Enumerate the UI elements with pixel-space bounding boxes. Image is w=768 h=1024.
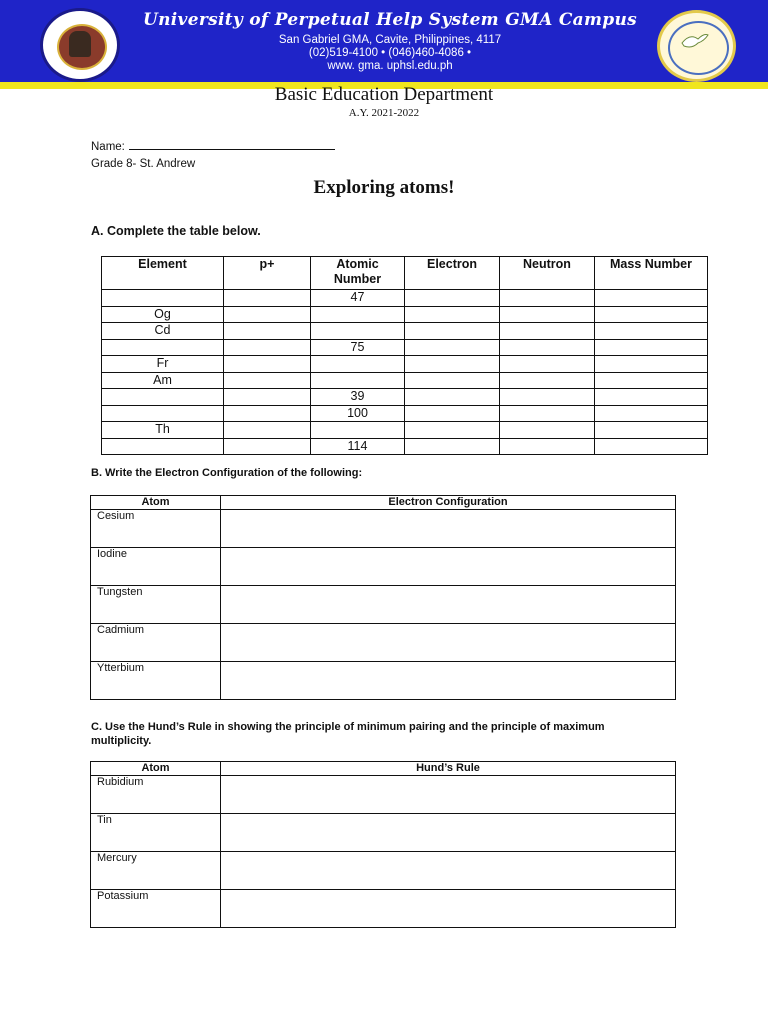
answer-cell[interactable] xyxy=(595,306,708,323)
answer-cell[interactable] xyxy=(224,290,311,307)
table-row xyxy=(102,422,708,439)
answer-cell[interactable] xyxy=(224,438,311,455)
atom-name-cell: Ytterbium xyxy=(91,662,221,700)
table-row xyxy=(102,372,708,389)
table-row xyxy=(91,548,676,586)
hunds-rule-table xyxy=(90,761,676,928)
column-header: Electron Configuration xyxy=(221,496,676,510)
table-row xyxy=(91,586,676,624)
section-b-instruction: B. Write the Electron Configuration of the following: xyxy=(91,467,363,479)
answer-cell[interactable] xyxy=(311,356,405,373)
answer-cell[interactable] xyxy=(221,586,676,624)
atom-name-cell: Cadmium xyxy=(91,624,221,662)
answer-cell[interactable] xyxy=(221,890,676,928)
table-row xyxy=(91,510,676,548)
answer-cell[interactable] xyxy=(102,389,224,406)
answer-cell[interactable] xyxy=(224,323,311,340)
column-header: Electron xyxy=(405,257,500,290)
answer-cell[interactable] xyxy=(224,422,311,439)
table-cell: 47 xyxy=(311,290,405,307)
answer-cell[interactable] xyxy=(221,776,676,814)
answer-cell[interactable] xyxy=(221,852,676,890)
column-header: Atomic Number xyxy=(311,257,405,290)
worksheet-title: Exploring atoms! xyxy=(313,177,455,198)
answer-cell[interactable] xyxy=(405,323,500,340)
table-cell: Fr xyxy=(102,356,224,373)
department-title: Basic Education Department xyxy=(274,84,494,105)
answer-cell[interactable] xyxy=(102,438,224,455)
table-cell: Th xyxy=(102,422,224,439)
column-header: Neutron xyxy=(500,257,595,290)
answer-cell[interactable] xyxy=(500,339,595,356)
answer-cell[interactable] xyxy=(405,306,500,323)
answer-cell[interactable] xyxy=(595,372,708,389)
column-header: Mass Number xyxy=(595,257,708,290)
answer-cell[interactable] xyxy=(500,389,595,406)
table-row xyxy=(102,323,708,340)
answer-cell[interactable] xyxy=(224,389,311,406)
atom-name-cell: Tungsten xyxy=(91,586,221,624)
academic-year: A.Y. 2021-2022 xyxy=(348,107,420,119)
university-name: University of Perpetual Help System GMA Campus xyxy=(143,10,637,30)
table-cell: Og xyxy=(102,306,224,323)
university-phones: (02)519-4100 • (046)460-4086 • xyxy=(308,47,472,59)
table-row xyxy=(102,339,708,356)
answer-cell[interactable] xyxy=(405,290,500,307)
column-header: Element xyxy=(102,257,224,290)
header-banner xyxy=(0,0,768,82)
answer-cell[interactable] xyxy=(500,290,595,307)
answer-cell[interactable] xyxy=(221,510,676,548)
name-blank[interactable] xyxy=(129,139,335,150)
table-row xyxy=(91,776,676,814)
atom-name-cell: Rubidium xyxy=(91,776,221,814)
table-cell: 39 xyxy=(311,389,405,406)
name-label: Name: xyxy=(91,141,125,153)
answer-cell[interactable] xyxy=(500,405,595,422)
column-header: Atom xyxy=(91,762,221,776)
answer-cell[interactable] xyxy=(595,356,708,373)
section-c-instruction: C. Use the Hund’s Rule in showing the principle of minimum pairing and the principle of maximum multiplicity. xyxy=(91,721,605,747)
answer-cell[interactable] xyxy=(311,323,405,340)
atom-table xyxy=(101,256,708,455)
answer-cell[interactable] xyxy=(221,624,676,662)
atom-name-cell: Potassium xyxy=(91,890,221,928)
answer-cell[interactable] xyxy=(311,306,405,323)
answer-cell[interactable] xyxy=(500,372,595,389)
answer-cell[interactable] xyxy=(405,339,500,356)
electron-configuration-table xyxy=(90,495,676,700)
answer-cell[interactable] xyxy=(221,662,676,700)
university-website: www. gma. uphsl.edu.ph xyxy=(327,60,453,72)
answer-cell[interactable] xyxy=(405,356,500,373)
answer-cell[interactable] xyxy=(102,290,224,307)
university-seal-logo xyxy=(40,8,120,82)
answer-cell[interactable] xyxy=(595,323,708,340)
university-address: San Gabriel GMA, Cavite, Philippines, 4117 xyxy=(278,34,502,46)
table-row xyxy=(102,438,708,455)
answer-cell[interactable] xyxy=(311,372,405,389)
table-row xyxy=(91,662,676,700)
answer-cell[interactable] xyxy=(224,372,311,389)
answer-cell[interactable] xyxy=(102,405,224,422)
answer-cell[interactable] xyxy=(405,422,500,439)
answer-cell[interactable] xyxy=(221,548,676,586)
table-cell: Am xyxy=(102,372,224,389)
table-row xyxy=(91,852,676,890)
table-row xyxy=(102,389,708,406)
column-header: Hund’s Rule xyxy=(221,762,676,776)
grade-section: Grade 8- St. Andrew xyxy=(91,158,196,170)
answer-cell[interactable] xyxy=(500,422,595,439)
table-row xyxy=(102,405,708,422)
answer-cell[interactable] xyxy=(224,306,311,323)
table-cell: Cd xyxy=(102,323,224,340)
answer-cell[interactable] xyxy=(595,422,708,439)
table-row xyxy=(91,890,676,928)
atom-name-cell: Tin xyxy=(91,814,221,852)
table-row xyxy=(91,624,676,662)
table-cell: 75 xyxy=(311,339,405,356)
table-row xyxy=(102,306,708,323)
seal-figure xyxy=(69,31,91,57)
answer-cell[interactable] xyxy=(311,422,405,439)
department-seal-logo xyxy=(657,10,736,82)
section-a-instruction: A. Complete the table below. xyxy=(91,224,261,238)
table-cell: 100 xyxy=(311,405,405,422)
answer-cell[interactable] xyxy=(405,372,500,389)
table-row xyxy=(102,290,708,307)
table-row xyxy=(102,356,708,373)
column-header: p+ xyxy=(224,257,311,290)
answer-cell[interactable] xyxy=(500,306,595,323)
dove-icon xyxy=(680,31,710,51)
answer-cell[interactable] xyxy=(224,405,311,422)
answer-cell[interactable] xyxy=(405,438,500,455)
answer-cell[interactable] xyxy=(500,323,595,340)
table-cell: 114 xyxy=(311,438,405,455)
answer-cell[interactable] xyxy=(405,405,500,422)
answer-cell[interactable] xyxy=(224,339,311,356)
answer-cell[interactable] xyxy=(595,389,708,406)
answer-cell[interactable] xyxy=(595,339,708,356)
answer-cell[interactable] xyxy=(405,389,500,406)
atom-name-cell: Mercury xyxy=(91,852,221,890)
answer-cell[interactable] xyxy=(595,438,708,455)
answer-cell[interactable] xyxy=(595,290,708,307)
answer-cell[interactable] xyxy=(102,339,224,356)
atom-name-cell: Iodine xyxy=(91,548,221,586)
atom-name-cell: Cesium xyxy=(91,510,221,548)
answer-cell[interactable] xyxy=(595,405,708,422)
answer-cell[interactable] xyxy=(500,356,595,373)
answer-cell[interactable] xyxy=(221,814,676,852)
answer-cell[interactable] xyxy=(224,356,311,373)
column-header: Atom xyxy=(91,496,221,510)
table-row xyxy=(91,814,676,852)
answer-cell[interactable] xyxy=(500,438,595,455)
name-field[interactable] xyxy=(91,139,335,153)
